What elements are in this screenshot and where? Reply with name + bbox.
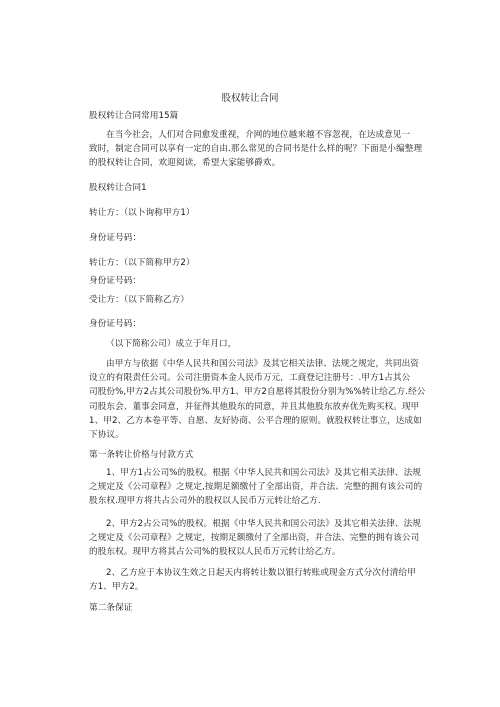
transferor2-field — [89, 256, 421, 270]
clause-2-line: 的股东权。现甲方将其占公司%的股权以人民币万元转让给乙方。 — [89, 547, 341, 558]
clause-1-line: 之规定及《公司章程》之规定,按期足额缴付了全部出资，并合法、完整的拥有该公司的 — [89, 482, 423, 493]
clause-2-line — [89, 517, 421, 531]
id-number-text-2: 身份证号码： — [89, 276, 142, 286]
subtitle-text: 股权转让合同常用15篇 — [89, 111, 179, 121]
clause-1-line — [89, 466, 421, 480]
law-line: 设立的有限责任公司。公司注册资本金人民币万元，工商登记注册号：.甲方1占其公 — [89, 373, 411, 384]
clause-3-text: 2、乙方应于本协议生效之日起天内将转让数以银行转账或现金方式分次付清给甲 — [106, 568, 416, 578]
id-number-text-3: 身份证号码： — [89, 319, 142, 329]
clause-2-text: 2、甲方2占公司%的股权。根据《中华人民共和国公司法》及其它相关法律、法规 — [106, 519, 421, 529]
transferee-field — [89, 293, 421, 307]
article1-heading — [89, 448, 421, 462]
intro-paragraph — [89, 128, 421, 171]
article1-heading-text: 第一条转让价格与付款方式 — [89, 450, 194, 460]
id-number-text-1: 身份证号码： — [89, 233, 142, 243]
clause-1-line: 股东权.现甲方将共占公司外的股权以人民币万元转让给乙方. — [89, 496, 321, 507]
law-line — [89, 357, 421, 371]
law-line: 司股份%,甲方2占其公司股份%.甲方1、甲方2自愿将其股份分别为%%转让给乙方.经公 — [89, 387, 426, 398]
clause-3-line: 方1、甲方2。 — [89, 582, 144, 593]
intro-line-text: 在当今社会，人们对合同愈发重视，介网的地位越来越不容忽视，在达成意见一 — [106, 130, 411, 140]
id-number-field-2 — [89, 274, 421, 288]
law-line: 司股东会、董事会同意，并征得其他股东的同意，并且其他股东放弃优先购买权。现甲 — [89, 401, 420, 412]
clause-3-line — [89, 566, 421, 580]
law-line: 下协议。 — [89, 430, 124, 441]
transferee-text: 受让方：（以下简称乙方） — [89, 295, 190, 305]
clause-2-line: 之规定及《公司章程》之规定，按期足额缴付了全部出资，并合法、完整的拥有该公司 — [89, 533, 420, 544]
law-paragraph — [89, 357, 426, 442]
transferor1-field — [89, 206, 421, 220]
clause-3 — [89, 566, 421, 594]
article2-heading-text: 第二条保证 — [89, 603, 133, 613]
intro-line: 的股权转让合同，欢迎阅读，希望大家能够爵欢。 — [89, 158, 281, 169]
company-text: （以下简称公司）成立于年月口， — [106, 339, 237, 349]
company-line — [89, 337, 421, 351]
transferor2-text: 转让方：（以下简称甲方2） — [89, 258, 195, 268]
law-line-text: 由甲方与依据《中华人民共和国公司法》及其它相关法律、法规之规定，共同出资 — [106, 359, 419, 369]
company-clause — [89, 337, 421, 351]
law-line: 1、甲2、乙方本卷平等、自愿、友好协商、公平合理的原则。就股权转让事立，达成如 — [89, 415, 422, 426]
article2-heading — [89, 601, 421, 615]
contract1-heading — [89, 181, 421, 195]
id-number-field-3 — [89, 317, 421, 331]
clause-1-text: 1、甲方1占公司%的股权。根据《中华人民共和国公司法》及其它相关法律、法规 — [106, 468, 421, 478]
id-number-field-1 — [89, 231, 421, 245]
contract1-heading-text: 股权转让合同1 — [89, 183, 147, 193]
document-subtitle — [89, 109, 421, 123]
intro-line — [89, 128, 421, 142]
clause-2 — [89, 517, 421, 560]
intro-line: 致时，制定合同可以享有一定的自由.那么常见的合同书是什么样的呢？下面是小编整理 — [89, 144, 423, 155]
clause-1 — [89, 466, 421, 509]
transferor1-text: 转让方：（以卜询称甲方1） — [89, 208, 195, 218]
document-title: 股权转让合同 — [221, 93, 279, 104]
